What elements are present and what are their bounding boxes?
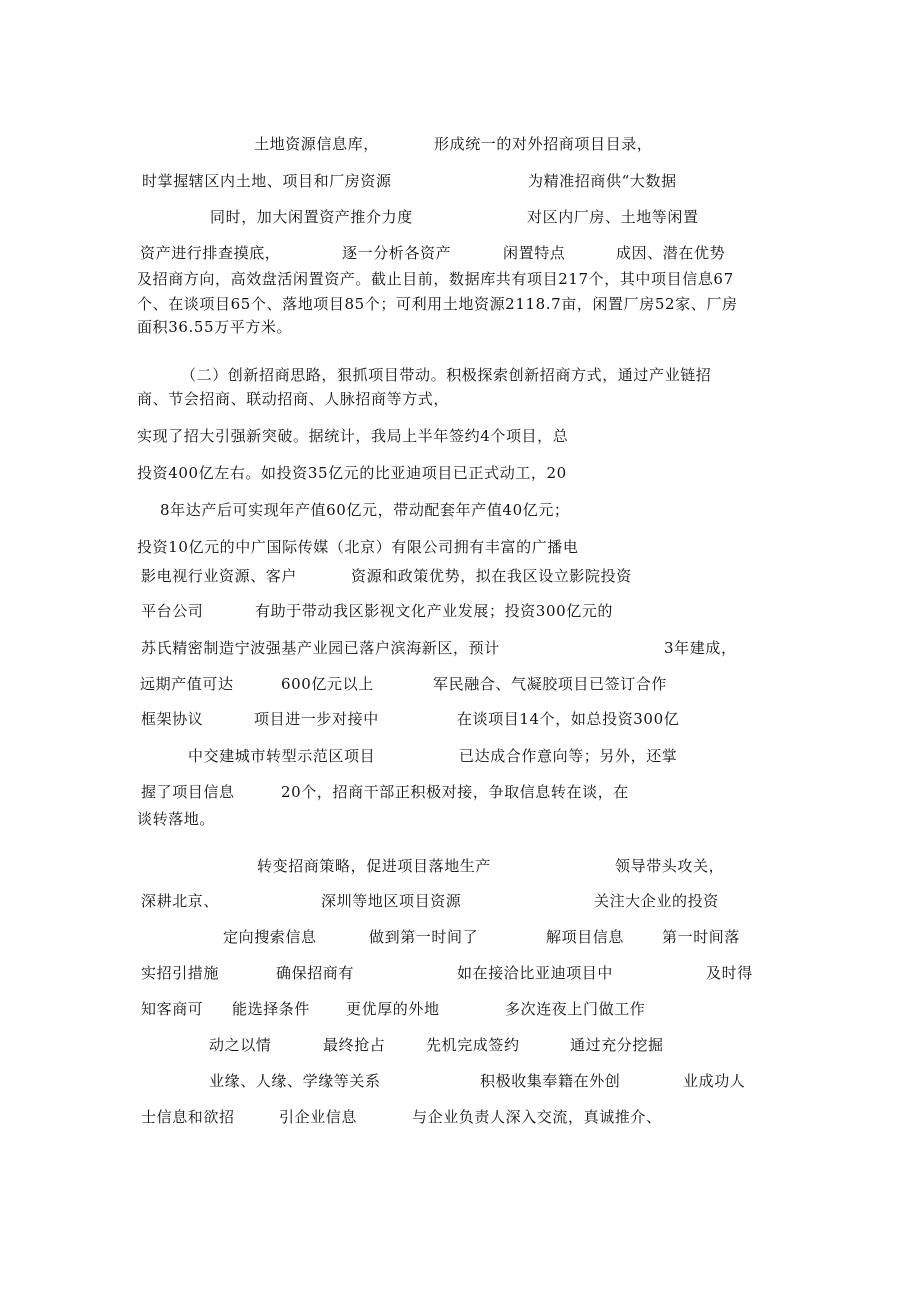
text-segment: 军民融合、气凝胶项目已签订合作 [433,675,668,693]
text-segment: 士信息和欲招 [141,1108,235,1126]
text-line: （二）创新招商思路，狠抓项目带动。积极探索创新招商方式，通过产业链招 [181,366,712,384]
text-segment: 远期产值可达 [140,675,234,693]
text-segment: 多次连夜上门做工作 [505,1000,646,1018]
text-segment: 领导带头攻关， [615,857,725,875]
text-segment: 积极收集奉籍在外创 [480,1072,621,1090]
text-segment: 引企业信息 [279,1108,358,1126]
text-segment: 及时得 [706,964,753,982]
text-line: 实现了招大引强新突破。据统计，我局上半年签约4个项目，总 [137,427,569,445]
text-segment: 深圳等地区项目资源 [321,892,462,910]
text-segment: 实招引措施 [141,964,220,982]
text-line: 谈转落地。 [137,810,216,828]
text-segment: 资产进行排查摸底， [140,244,281,262]
text-segment: 形成统一的对外招商项目目录， [434,135,653,153]
text-segment: 资源和政策优势，拟在我区设立影院投资 [351,567,632,585]
text-segment: 深耕北京、 [141,892,220,910]
text-line: 8年达产后可实现年产值60亿元，带动配套年产值40亿元； [160,501,570,519]
text-segment: 苏氏精密制造宁波强基产业园已落户滨海新区，预计 [141,639,500,657]
text-segment: 20个，招商干部正积极对接，争取信息转在谈，在 [281,783,629,801]
text-line: 投资10亿元的中广国际传媒（北京）有限公司拥有丰富的广播电 [137,538,579,556]
text-segment: 为精准招商供“大数据 [528,172,677,190]
text-segment: 能选择条件 [232,1000,311,1018]
text-segment: 更优厚的外地 [346,1000,440,1018]
text-line: 及招商方向，高效盘活闲置资产。截止目前，数据库共有项目217个，其中项目信息67 [137,270,734,288]
text-segment: 知客商可 [141,1000,204,1018]
text-segment: 600亿元以上 [281,675,374,693]
text-segment: 时掌握辖区内土地、项目和厂房资源 [142,172,392,190]
text-segment: 同时，加大闲置资产推介力度 [210,208,413,226]
text-segment: 第一时间落 [662,928,741,946]
text-segment: 定向搜索信息 [223,928,317,946]
text-segment: 动之以情 [209,1036,272,1054]
text-segment: 对区内厂房、土地等闲置 [527,208,699,226]
text-segment: 框架协议 [141,710,204,728]
text-segment: 最终抢占 [323,1036,386,1054]
text-segment: 成因、潜在优势 [616,244,726,262]
text-segment: 已达成合作意向等；另外，还掌 [459,747,678,765]
text-segment: 关注大企业的投资 [594,892,719,910]
text-line: 投资400亿左右。如投资35亿元的比亚迪项目已正式动工，20 [137,464,567,482]
text-segment: 确保招商有 [276,964,355,982]
text-segment: 逐一分析各资产 [342,244,452,262]
text-segment: 3年建成， [664,639,737,657]
text-segment: 平台公司 [141,602,204,620]
text-segment: 中交建城市转型示范区项目 [188,747,376,765]
text-line: 面积36.55万平方米。 [137,318,293,336]
text-line: 个、在谈项目65个、落地项目85个；可利用土地资源2118.7亩，闲置厂房52家、厂房 [137,295,738,313]
text-segment: 握了项目信息 [141,783,235,801]
text-segment: 土地资源信息库， [254,135,379,153]
text-segment: 业缘、人缘、学缘等关系 [209,1072,381,1090]
text-segment: 影电视行业资源、客户 [141,567,298,585]
text-segment: 做到第一时间了 [369,928,479,946]
text-segment: 业成功人 [683,1072,746,1090]
text-segment: 与企业负责人深入交流，真诚推介、 [412,1108,662,1126]
text-segment: 先机完成签约 [426,1036,520,1054]
text-line: 商、节会招商、联动招商、人脉招商等方式， [137,390,450,408]
text-segment: 通过充分挖掘 [570,1036,664,1054]
text-segment: 闲置特点 [503,244,566,262]
text-segment: 项目进一步对接中 [254,710,379,728]
text-segment: 如在接洽比亚迪项目中 [457,964,614,982]
text-segment: 在谈项目14个，如总投资300亿 [457,710,680,728]
text-segment: 有助于带动我区影视文化产业发展；投资300亿元的 [255,602,614,620]
text-segment: 解项目信息 [546,928,625,946]
text-segment: 转变招商策略，促进项目落地生产 [257,857,492,875]
